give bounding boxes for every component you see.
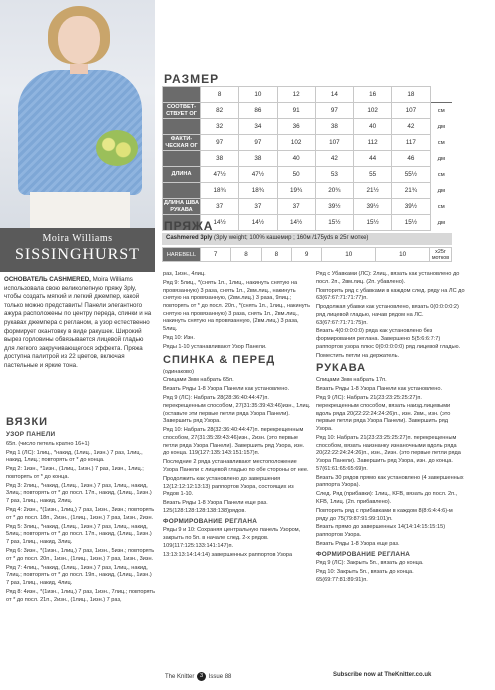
pattern-line: 65п. (число петель кратно 16+1) [6, 440, 90, 447]
col2-tail [163, 527, 311, 559]
column-1 [6, 414, 156, 605]
col3-body [316, 377, 466, 548]
pattern-line: Ряд 9 (ЛС): Набрать 28(28:36:40:44:47)п. перекрещенным способом, 27(31:35:39:43:46)изн., 1лиц. (оставьте эти первые петли ряда Узора Панели). Завершить ряд Узора. [163, 395, 311, 425]
yarn-cell: 9 [291, 248, 321, 262]
size-cell: 102 [277, 135, 315, 151]
pattern-line: Ряды 9 и 10: Сохраняя центральную панель Узором, закрыть по 5п. в начале след. 2-х рядов. 109(117:125:133:141:147)п. [163, 527, 301, 549]
pattern-line: Повторить ряд с убавками в каждом след. ряду на ЛС до 63(67:67:71:71:77)п. [316, 287, 465, 302]
size-cell: 47½ [239, 167, 277, 183]
size-cell: 55 [354, 167, 392, 183]
yarn-info-text: (3ply weight; 100% кашемир ; 160м /175yds в 25г мотке) [212, 235, 369, 241]
intro-lead: ОСНОВАТЕЛЬ CASHMERED, [4, 276, 91, 283]
size-unit: см [437, 171, 445, 178]
pattern-line: Ряд 4: 2изн., *(1изн., 1лиц.) 7 раз, 1изн., 3изн.; повторять от * до посл. 18п., 2изн., (1лиц., 1изн.) 7 раз, 1изн., 2изн. [6, 507, 155, 521]
size-row-label [163, 183, 201, 199]
size-cell: 14½ [239, 215, 277, 231]
pattern-line: Ряд 5: 3лиц., *накид, (1лиц., 1изн.) 7 раз, 1лиц., накид, 5лиц.; повторять от * до посл. 17п., накид, (1лиц., 1изн.) 7 раз, 1лиц., накид, 3лиц. [6, 523, 152, 546]
cover-photo [0, 0, 155, 228]
size-title: РАЗМЕР [164, 72, 220, 86]
size-cell: 38 [239, 151, 277, 167]
size-cell: 46 [392, 151, 430, 167]
pattern-line: Спицами 3мм набрать 65п. [163, 377, 234, 384]
size-row [163, 119, 453, 135]
size-cell: 37 [277, 199, 315, 215]
col2-subheading: ФОРМИРОВАНИЕ РЕГЛАНА [163, 517, 258, 525]
pattern-line: Вязать прямо до завершенных 14(14:14:15:15:15) раппортов Узора. [316, 524, 446, 539]
col3-top [316, 271, 466, 360]
size-cell: 8 [201, 87, 239, 103]
intro-body: Moira Williams использовала свою великолепную пряжу 3ply, чтобы создать мягкий и легкий джемпер, какой только можно представить! Панели элегантного ажура расположены по центру переда, спинки и на рукавах джемпера с регланом, а узор естественно формирует окантовку в виде ракушек. Широкий вырез горловины обвязывается лицевой гладью для легкого закручивающегося эффекта. Пряжа доступна палитрой из 22 цветов, включая пастельные и яркие тона. [4, 276, 152, 369]
size-cell: 42 [315, 151, 353, 167]
size-cell: 18¾ [201, 183, 239, 199]
pattern-line: Ряд 3: 2лиц., *накид, (1лиц., 1изн.) 7 раз, 1лиц., накид, 3лиц.; повторять от * до посл. 17п., накид, (1лиц., 1изн.) 7 раз, 1лиц., накид, 2лиц. [6, 482, 152, 505]
size-cell: 97 [239, 135, 277, 151]
pattern-line: Ряд 10: Набрать 21(23:23:25:25:27)п. перекрещенным способом, вязать наизнанку изнаночными вдоль ряда 20(22:22:24:24:26)п., изн., 2изн. (это первые петли ряда Узора Панели). Завершить ряд Узора, изн. до конца. 57(61:61:65:65:69)п. [316, 434, 461, 472]
size-cell: 97 [315, 103, 353, 119]
size-cell: 107 [315, 135, 353, 151]
pattern-line: Ряд 9 (ЛС): Набрать 21(23:23:25:25:27)п. перекрещенным способом, вязать наизд.лицевыми вдоль ряда 20(22:22:24:24:26)п., изн. 2вм., изн. (это первые петли ряда Узора Панели). Завершить ряд Узора. [316, 395, 451, 433]
face-shape [58, 16, 100, 64]
footer-left [165, 672, 231, 681]
pattern-line: (одинаково) [163, 368, 194, 375]
size-cell: 40 [277, 151, 315, 167]
yarn-cell: 10 [376, 248, 430, 262]
pattern-line: Ряд с Убавками (ЛС): 2лиц., вязать как установлено до посл. 2п., 2вм.лиц. (2п. убавлено). [316, 271, 460, 285]
size-row-label: ДЛИНА ШВА РУКАВА [164, 200, 199, 213]
pattern-line: Ряд 10: Закрыть 5п., вязать до конца. 65(69:77:81:89:91)п. [316, 569, 414, 584]
size-cell: 47½ [201, 167, 239, 183]
pattern-line: Ряд 9 (ЛС): Закрыть 5п., вязать до конца. [316, 560, 424, 567]
pattern-line: Последние 2 ряда устанавливают местоположение Узора Панели с лицевой гладью по обе стороны от нее. [163, 459, 309, 473]
size-row [163, 167, 453, 183]
size-cell: 15½ [354, 215, 392, 231]
size-cell: 36 [277, 119, 315, 135]
pattern-line: Вязать Ряды 1-8 Узора еще раз. [316, 541, 400, 548]
size-cell: 18¾ [239, 183, 277, 199]
intro-text [4, 276, 154, 371]
size-cell: 37 [201, 199, 239, 215]
yarn-row [163, 248, 452, 262]
size-cell: 38 [315, 119, 353, 135]
size-cell: 39½ [392, 199, 430, 215]
size-cell: 107 [392, 103, 430, 119]
size-cell: 53 [315, 167, 353, 183]
size-cell: 82 [201, 103, 239, 119]
pattern-line: Спицами 3мм набрать 17п. [316, 377, 387, 384]
size-table [162, 86, 452, 231]
subscribe-link[interactable]: Subscribe now at TheKnitter.co.uk [333, 672, 432, 678]
yarn-cell: 10 [322, 248, 376, 262]
size-row [163, 183, 453, 199]
col2-body [163, 369, 311, 516]
size-row-label: СООТВЕТ-СТВУЕТ ОГ [163, 103, 201, 119]
size-cell: 15½ [315, 215, 353, 231]
pattern-line: Ряд 2: 1изн., *1изн., (1лиц., 1изн.) 7 раз, 1изн., 1лиц.; повторять от * до конца. [6, 466, 144, 480]
size-row [163, 151, 453, 167]
col3-heading: РУКАВА [316, 362, 367, 375]
pattern-title: SISSINGHURST [15, 246, 140, 263]
size-cell: 97 [201, 135, 239, 151]
yarn-info [162, 233, 452, 245]
size-cell: 112 [354, 135, 392, 151]
col1-heading: ВЯЗКИ [6, 416, 49, 428]
pattern-line: Поместить петли на держатель. [316, 352, 400, 359]
size-cell: 14½ [201, 215, 239, 231]
pattern-line: Ряд 6: 3изн., *(1изн., 1лиц.) 7 раз, 1изн., 5изн.; повторять от * до посл. 20п., 1изн., (1лиц., 1изн.) 7 раз, 1изн., 3изн. [6, 547, 155, 562]
size-cell: 40 [354, 119, 392, 135]
pattern-line: Ряды 1-10 устанавливают Узор Панели. [163, 343, 267, 350]
size-row-label: ДЛИНА [163, 167, 201, 183]
yarn-title: ПРЯЖА [164, 219, 214, 233]
pattern-line: Продолжить как установлено до завершения 12(12:12:12:13:13) раппортов Узора, состоящих из Рядов 1-10. [163, 475, 294, 498]
column-3 [316, 271, 466, 586]
size-cell: 117 [392, 135, 430, 151]
size-row-label [163, 119, 201, 135]
size-row-label [163, 87, 201, 103]
size-cell: 102 [354, 103, 392, 119]
title-bar [0, 228, 155, 272]
size-unit: см [430, 103, 452, 119]
size-unit: дм [437, 187, 445, 194]
pattern-line: раз, 1изн., 4лиц. [163, 271, 206, 277]
col1-lines [6, 441, 156, 605]
col2-lines [163, 271, 311, 352]
yarn-cell: 7 [201, 248, 231, 262]
pattern-line: Повторить ряд с прибавками в каждом 8(8:6:4:4:6)-м ряду до 75(79:87:91:99:101)п. [316, 507, 453, 522]
yarn-color: HAREBELL [163, 248, 201, 262]
size-cell: 10 [239, 87, 277, 103]
pattern-line: След. Ряд (прибавки): 1лиц., KFB, вязать до посл. 2п., KFB, 1лиц. (2п. прибавлено). [316, 491, 458, 505]
yarn-unit: x25г мотков [430, 248, 452, 262]
size-cell: 14 [315, 87, 353, 103]
pattern-line: 13:13:13:14:14:14) завершенных раппортов Узора [163, 551, 293, 558]
size-cell: 12 [277, 87, 315, 103]
pattern-line: Вязать Ряды 1-8 Узора Панели как установлено. [163, 386, 290, 393]
pattern-line: Вязать Ряды 1-8 Узора Панели еще раз. 125(128:128:128:138:138)рядов. [163, 500, 268, 514]
footer-issue: Issue 88 [208, 674, 232, 681]
col3-tail [316, 560, 466, 584]
size-cell: 18 [392, 87, 430, 103]
pattern-line: Ряд 10: Набрать 28(32:36:40:44:47)п. перекрещенным способом, 27(31:35:39:43:46)изн., 2изн. (это первые петли ряда Узора Панели). Завершить ряд Узора, изн. до конца. 119(127:135:143:151:157)п. [163, 427, 305, 457]
pattern-line: Ряд 7: 4лиц., *накид, (1лиц., 1изн.) 7 раз, 1лиц., накид, 7лиц.; повторять от * до посл. 19п., накид, (1лиц., 1изн.) 7 раз, 1лиц., накид, 4лиц. [6, 564, 152, 586]
size-row [163, 199, 453, 215]
size-row [163, 87, 453, 103]
yarn-cell: 8 [231, 248, 261, 262]
size-cell: 21¾ [392, 183, 430, 199]
size-cell: 16 [354, 87, 392, 103]
pattern-line: Ряд 8: 4изн., *(1изн., 1лиц.) 7 раз, 1изн., 7лиц.; повторять от * до посл. 21п., 2изн., (1лиц., 1изн.) 7 раз, [6, 588, 155, 603]
pattern-line: Ряд 10: Изн. [163, 335, 195, 341]
size-unit: дм [437, 155, 445, 162]
footer-mag: The Knitter [165, 674, 195, 681]
size-cell: 37 [239, 199, 277, 215]
pattern-line: Продолжая убавки как установлено, вязать 0(0:0:0:0:2) ряд лицевой гладью, начав рядом на ЛС. 63(67:67:71:71:75)п. [316, 304, 459, 326]
pattern-line: Ряд 9: 5лиц., *(снять 1п., 1лиц., накинуть снятую на провязанную) 3 раза, снять 1п., 2вм.лиц., накинуть снятую на провязанную, (2вм.лиц.) 3 раза, 9лиц.; повторять от * до посл. 20п., *(снять 1п., 1лиц., накинуть снятую на провязанную) 3 раза, снять 1п., 2вм.лиц., накинуть снятую на провязанную, (2вм.лиц.) 3 раза, 5лиц. [163, 279, 310, 333]
size-unit: см [437, 203, 445, 210]
col2-heading: СПИНКА & ПЕРЕД [163, 353, 276, 366]
flowers-shape [96, 130, 138, 166]
size-row-label: ФАКТИ-ЧЕСКАЯ ОГ [163, 135, 201, 151]
size-unit: дм [437, 123, 445, 130]
size-cell: 39½ [315, 199, 353, 215]
size-unit: см [437, 139, 445, 146]
size-cell: 32 [201, 119, 239, 135]
pattern-line: Вязать Ряды 1-8 Узора Панели как установлено. [316, 386, 443, 393]
size-cell: 39½ [354, 199, 392, 215]
size-cell: 86 [239, 103, 277, 119]
size-cell: 21½ [354, 183, 392, 199]
size-cell: 91 [277, 103, 315, 119]
size-cell: 19¾ [277, 183, 315, 199]
size-row-label [163, 151, 201, 167]
pattern-line: Вязать 30 рядов прямо как установлено (4 завершенных раппорта Узора). [316, 474, 464, 489]
size-cell: 44 [354, 151, 392, 167]
size-cell: 15½ [392, 215, 430, 231]
yarn-info-bold: Cashmered 3ply [166, 235, 213, 241]
col1-subheading: УЗОР ПАНЕЛИ [6, 431, 56, 438]
designer-name: Moira Williams [42, 233, 113, 244]
page-number: 3 [197, 672, 206, 681]
col3-subheading: ФОРМИРОВАНИЕ РЕГЛАНА [316, 550, 411, 558]
size-cell: 50 [277, 167, 315, 183]
pattern-line: Вязать 4(0:0:0:0:0) ряда как установлено без формирования реглана. Завершено 5(5:6:6:7:7) раппортов узора плюс 0(0:0:0:0:0) ряд лицевой гладью. [316, 328, 461, 350]
size-row [163, 103, 453, 119]
column-2 [163, 271, 311, 560]
yarn-table [162, 247, 452, 262]
size-cell: 34 [239, 119, 277, 135]
yarn-cell: 8 [261, 248, 291, 262]
pattern-line: Ряд 1 (ЛС): 1лиц., *накид, (1лиц., 1изн.) 7 раз, 1лиц., накид, 1лиц.; повторять от * до конца. [6, 449, 143, 464]
size-cell: 20¾ [315, 183, 353, 199]
size-cell: 42 [392, 119, 430, 135]
size-unit: дм [437, 219, 445, 226]
size-row [163, 135, 453, 151]
size-unit [430, 87, 452, 103]
skirt-shape [30, 192, 130, 228]
size-cell: 55½ [392, 167, 430, 183]
size-cell: 14½ [277, 215, 315, 231]
size-cell: 38 [201, 151, 239, 167]
